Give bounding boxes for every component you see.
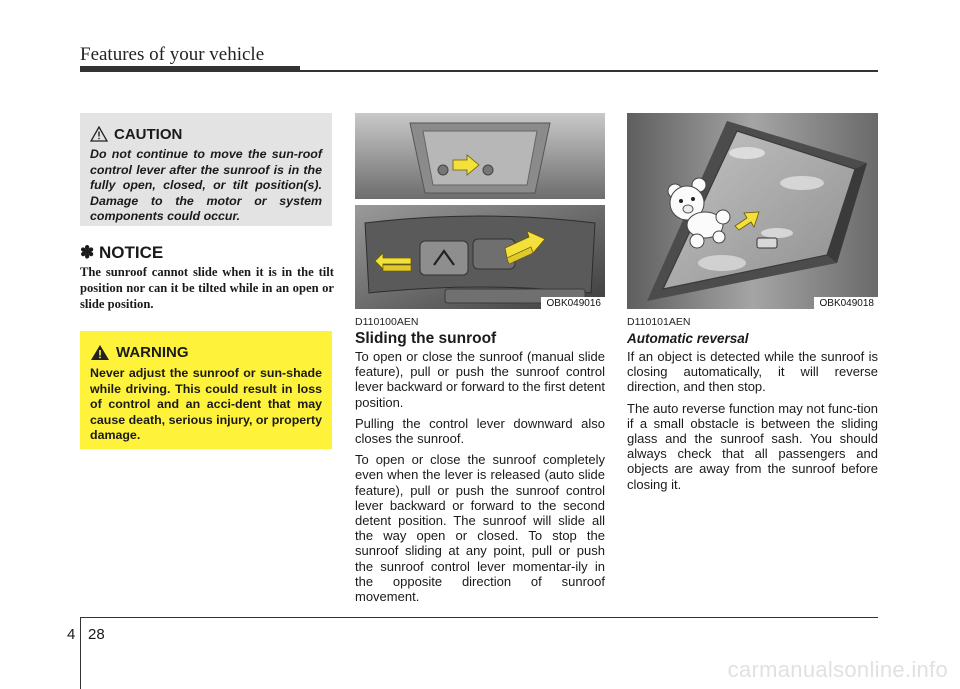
section-heading: Sliding the sunroof: [355, 330, 497, 347]
notice-title: NOTICE: [98, 243, 164, 262]
notice-star-icon: ✽: [80, 243, 99, 262]
notice-heading: [80, 243, 163, 263]
warning-title: WARNING: [116, 343, 189, 361]
footer-divider: [80, 617, 81, 689]
section-code: D110100AEN: [355, 316, 419, 328]
paragraph: To open or close the sunroof (manual slide feature), pull or push the sunroof control lever backward or forward to the first detent position.: [355, 349, 606, 410]
sunroof-lever-illustration: [355, 113, 605, 309]
warning-text: Never adjust the sunroof or sun-shade while driving. This could result in loss of control and an acci-dent that may cause death, serious injury, or property damage.: [90, 366, 322, 442]
sunroof-lever-figure: [355, 113, 605, 309]
caution-text: Do not continue to move the sun-roof control lever after the sunroof is in the fully open, closed, or tilt position(s). Damage to the motor or system components could occur.: [90, 147, 322, 223]
page-header-title: Features of your vehicle: [80, 44, 265, 65]
caution-title: CAUTION: [114, 125, 183, 143]
caution-triangle-icon: [90, 126, 108, 142]
reversal-section: [627, 316, 878, 498]
warning-triangle-icon: [90, 344, 110, 361]
watermark-text: carmanualsonline.info: [727, 657, 948, 682]
notice-text: The sunroof cannot slide when it is in the tilt position nor can it be tilted while in an open or slide position.: [80, 265, 334, 311]
page-number: 28: [88, 626, 105, 643]
figure-caption: OBK049016: [541, 297, 606, 309]
paragraph: Pulling the control lever downward also closes the sunroof.: [355, 415, 605, 447]
figure-caption: OBK049018: [814, 297, 879, 309]
section-subheading: Automatic reversal: [627, 331, 749, 346]
section-code: D110101AEN: [627, 316, 691, 328]
paragraph: If an object is detected while the sunroof is closing automatically, it will reverse direction, and then stop.: [627, 349, 878, 395]
warning-box: [80, 331, 332, 449]
paragraph: The auto reverse function may not func-tion if a small obstacle is between the sliding glass and the sunroof sash. You should always check that all passengers and objects are away from the sunroof before closing it.: [627, 400, 878, 492]
auto-reversal-figure: [627, 113, 878, 309]
caution-box: [80, 113, 332, 226]
header-bar: [80, 66, 300, 72]
footer-rule: [80, 617, 878, 618]
paragraph: To open or close the sunroof completely even when the lever is released (auto slide feature), pull or push the sunroof control lever backward or forward to the second detent position. The sunroof will slide all the way open or closed. To stop the sunroof sliding at any point, pull or push the sunroof control lever momentar-ily in the opposite direction of sunroof movement.: [355, 452, 605, 605]
auto-reversal-illustration: [627, 113, 878, 309]
header-rule: [300, 70, 878, 72]
sliding-section: [355, 316, 605, 610]
chapter-number: 4: [67, 626, 76, 643]
